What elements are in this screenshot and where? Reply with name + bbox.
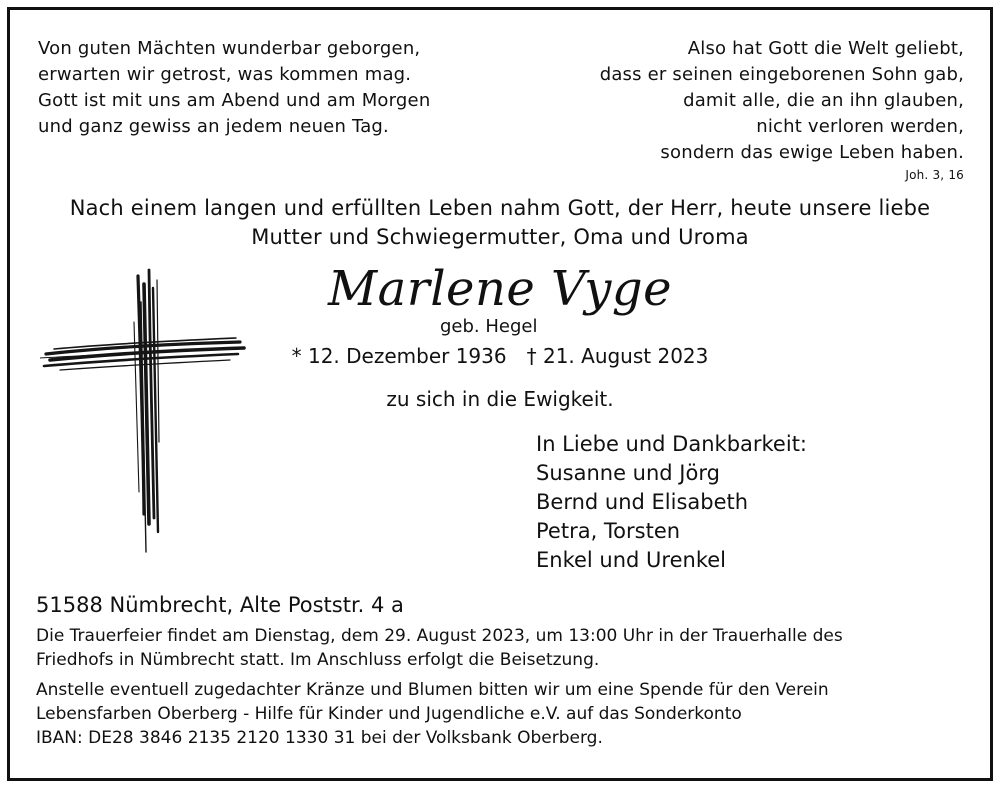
birth-date: * 12. Dezember 1936: [291, 344, 507, 368]
poem-left: [38, 36, 430, 140]
mourners-block: [536, 430, 807, 575]
donation-notice: [36, 678, 966, 750]
deceased-name: Marlene Vyge: [327, 261, 672, 317]
verse-line: sondern das ewige Leben haben.: [660, 142, 964, 163]
donation-notice-line: Anstelle eventuell zugedachter Kränze und Blumen bitten wir um eine Spende für den Verein: [36, 680, 829, 700]
verse-reference: Joh. 3, 16: [905, 168, 964, 182]
intro-line: Nach einem langen und erfüllten Leben nahm Gott, der Herr, heute unsere liebe: [69, 196, 931, 220]
mourner-name: Susanne und Jörg: [536, 461, 720, 485]
poem-left-line: Von guten Mächten wunderbar geborgen,: [38, 38, 421, 59]
maiden-name: geb. Hegel: [440, 316, 538, 337]
intro-text: [0, 194, 1000, 252]
cross-icon: [40, 262, 250, 562]
verse-line: dass er seinen eingeborenen Sohn gab,: [599, 64, 964, 85]
bible-verse: [600, 36, 964, 182]
poem-left-line: und ganz gewiss an jedem neuen Tag.: [38, 116, 389, 137]
poem-left-line: erwarten wir getrost, was kommen mag.: [38, 64, 412, 85]
mourning-address: 51588 Nümbrecht, Alte Poststr. 4 a: [36, 593, 404, 617]
verse-line: Also hat Gott die Welt geliebt,: [687, 38, 964, 59]
funeral-notice-line: Friedhofs in Nümbrecht statt. Im Anschluss erfolgt die Beisetzung.: [36, 650, 600, 670]
verse-line: nicht verloren werden,: [756, 116, 964, 137]
intro-line: Mutter und Schwiegermutter, Oma und Uroma: [251, 225, 749, 249]
funeral-notice: [36, 624, 966, 672]
mourner-name: Bernd und Elisabeth: [536, 490, 749, 514]
poem-left-line: Gott ist mit uns am Abend und am Morgen: [38, 90, 431, 111]
notice-body: [36, 624, 966, 750]
mourner-name: Enkel und Urenkel: [536, 548, 726, 572]
verse-line: damit alle, die an ihn glauben,: [683, 90, 964, 111]
funeral-notice-line: Die Trauerfeier findet am Dienstag, dem 29. August 2023, um 13:00 Uhr in der Trauerhalle des: [36, 626, 843, 646]
mourner-name: Petra, Torsten: [536, 519, 681, 543]
death-date: † 21. August 2023: [526, 344, 709, 368]
donation-notice-line: IBAN: DE28 3846 2135 2120 1330 31 bei der Volksbank Oberberg.: [36, 728, 603, 748]
mourners-heading: In Liebe und Dankbarkeit:: [536, 432, 808, 456]
closing-line: zu sich in die Ewigkeit.: [386, 387, 614, 411]
donation-notice-line: Lebensfarben Oberberg - Hilfe für Kinder und Jugendliche e.V. auf das Sonderkonto: [36, 704, 742, 724]
